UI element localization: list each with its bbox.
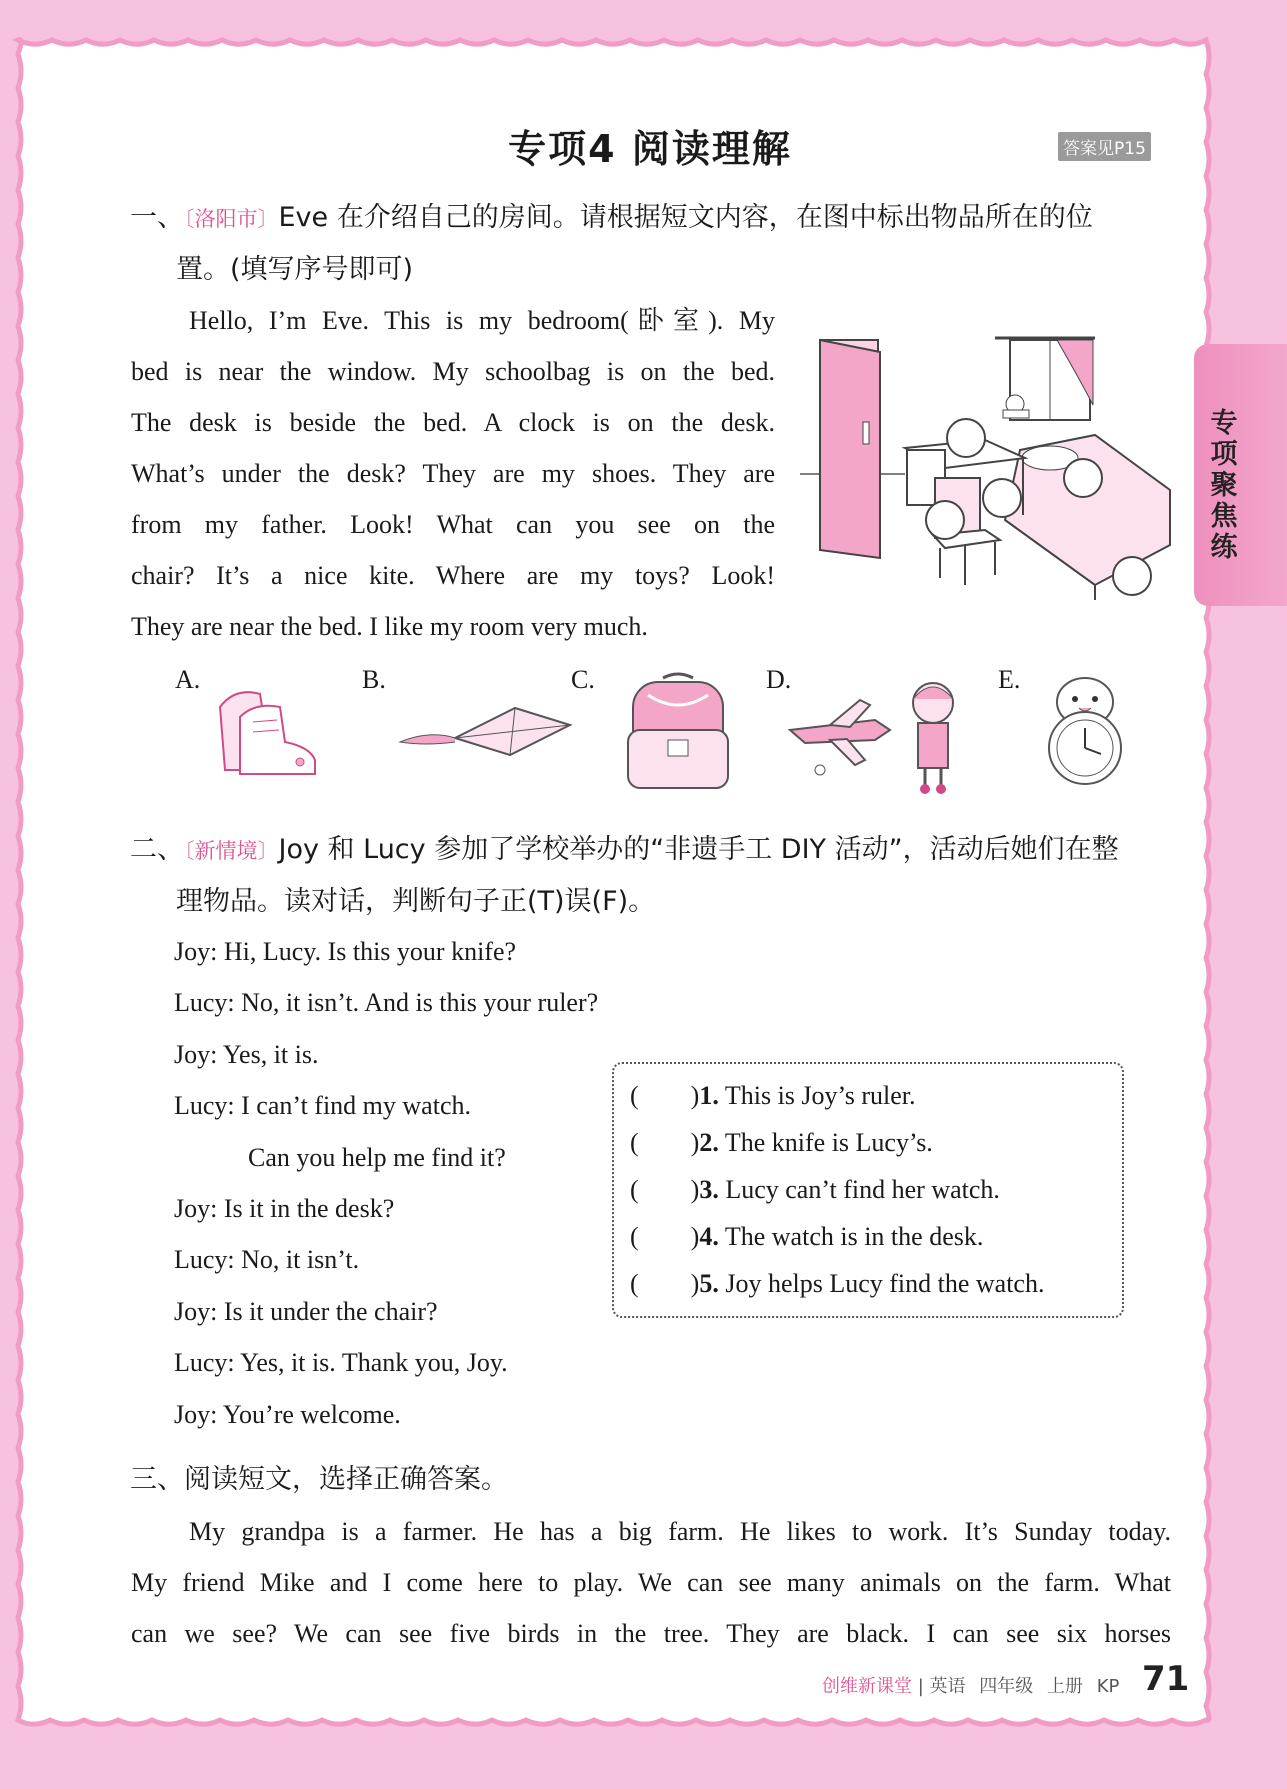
option-a-label: A. [175, 665, 201, 694]
tf-item-text: The knife is Lucy’s. [718, 1128, 933, 1157]
passage-line: Hello, I’m Eve. This is my bedroom(卧室). My [189, 306, 775, 335]
option-e-label: E. [998, 665, 1021, 694]
answer-blank[interactable]: ( ) [630, 1269, 700, 1298]
dialogue-line: Joy: Is it under the chair? [174, 1296, 438, 1326]
dialogue-line: Can you help me find it? [248, 1142, 506, 1172]
answer-circle [1064, 459, 1102, 497]
section1-number: 一、 [130, 202, 184, 233]
option-b-label: B. [362, 665, 386, 694]
tf-item[interactable] [630, 1213, 1044, 1260]
true-false-list [630, 1072, 1044, 1307]
tf-item[interactable] [630, 1260, 1044, 1307]
section2-instruction-line1: Joy 和 Lucy 参加了学校举办的“非遗手工 DIY 活动”，活动后她们在整 [278, 834, 1119, 865]
footer-term: 上册 [1047, 1676, 1084, 1697]
answer-blank[interactable]: ( ) [630, 1222, 700, 1251]
option-d-label: D. [766, 665, 792, 694]
tf-item-number: 2. [699, 1128, 719, 1157]
passage-line: can we see? We can see five birds in the tree. They are black. I can see six horses [131, 1619, 1171, 1648]
dialogue-line: Lucy: No, it isn’t. And is this your ruler? [174, 988, 599, 1018]
dialogue-line: Joy: Yes, it is. [174, 1039, 319, 1069]
section3-passage [131, 1506, 1171, 1659]
passage-line: bed is near the window. My schoolbag is on the bed. [131, 357, 775, 386]
shoes-icon [205, 682, 320, 777]
passage-line: They are near the bed. I like my room very much. [131, 612, 648, 641]
answer-blank[interactable]: ( ) [630, 1175, 700, 1204]
tf-item-number: 4. [699, 1222, 719, 1251]
answer-circle [947, 419, 985, 457]
dialogue [174, 926, 614, 1440]
tf-item-text: Lucy can’t find her watch. [718, 1175, 1000, 1204]
passage-line: The desk is beside the bed. A clock is on the desk. [131, 408, 775, 437]
dialogue-line: Joy: Hi, Lucy. Is this your knife? [174, 937, 517, 966]
passage-line: What’s under the desk? They are my shoes. They are [131, 459, 775, 488]
footer-separator: | [917, 1676, 924, 1697]
footer-brand: 创维新课堂 [822, 1676, 912, 1697]
footer-subject: 英语 [929, 1676, 966, 1697]
dialogue-line: Lucy: I can’t find my watch. [174, 1091, 471, 1121]
footer-edition: KP [1096, 1676, 1120, 1697]
tf-item-text: This is Joy’s ruler. [718, 1081, 916, 1110]
bedroom-illustration [795, 330, 1175, 605]
passage-line: My friend Mike and I come here to play. We can see many animals on the farm. What [131, 1568, 1171, 1597]
section1-region: 〔洛阳市〕 [184, 207, 279, 231]
section2-heading [130, 824, 1175, 877]
section3-heading: 三、阅读短文，选择正确答案。 [130, 1464, 508, 1495]
tf-item-number: 1. [699, 1081, 719, 1110]
footer [822, 1672, 1119, 1698]
dialogue-line: Joy: You’re welcome. [174, 1399, 401, 1429]
tf-item[interactable] [630, 1166, 1044, 1213]
dialogue-line: Joy: Is it in the desk? [174, 1194, 395, 1224]
answer-circle [983, 479, 1021, 517]
plane-icon [790, 700, 890, 775]
section1-heading [130, 192, 1175, 245]
tf-item-number: 3. [699, 1175, 719, 1204]
answer-reference-badge: 答案见P15 [1058, 132, 1151, 161]
section1-instruction-line1: Eve 在介绍自己的房间。请根据短文内容，在图中标出物品所在的位 [278, 202, 1093, 233]
section2-number: 二、 [130, 834, 184, 865]
doll-icon [913, 683, 953, 794]
page-title: 专项4 阅读理解 [508, 127, 792, 171]
side-tab-label: 专项聚焦练 [1210, 408, 1238, 563]
tf-item[interactable] [630, 1119, 1044, 1166]
option-c-label: C. [571, 665, 595, 694]
tf-item-text: Joy helps Lucy find the watch. [718, 1269, 1045, 1298]
tf-item-number: 5. [699, 1269, 719, 1298]
passage-line: chair? It’s a nice kite. Where are my toys? Look! [131, 561, 775, 590]
answer-circle [1113, 557, 1151, 595]
section1-passage [131, 295, 775, 652]
schoolbag-icon [618, 670, 738, 795]
passage-line: My grandpa is a farmer. He has a big farm. He likes to work. It’s Sunday today. [189, 1517, 1171, 1546]
answer-circle [926, 501, 964, 539]
section2-region: 〔新情境〕 [184, 839, 279, 863]
toys-icon [785, 675, 975, 795]
tf-item-text: The watch is in the desk. [718, 1222, 984, 1251]
footer-grade: 四年级 [979, 1676, 1034, 1697]
passage-line: from my father. Look! What can you see on the [131, 510, 775, 539]
page-number: 71 [1142, 1659, 1190, 1699]
dialogue-line: Lucy: No, it isn’t. [174, 1245, 360, 1275]
answer-blank[interactable]: ( ) [630, 1128, 700, 1157]
dialogue-line: Lucy: Yes, it is. Thank you, Joy. [174, 1348, 508, 1378]
clock-icon [1035, 672, 1135, 787]
answer-blank[interactable]: ( ) [630, 1081, 700, 1110]
tf-item[interactable] [630, 1072, 1044, 1119]
section1-instruction-line2: 置。(填写序号即可) [176, 254, 414, 285]
kite-icon [395, 700, 575, 760]
section2-instruction-line2: 理物品。读对话，判断句子正(T)误(F)。 [176, 886, 656, 917]
